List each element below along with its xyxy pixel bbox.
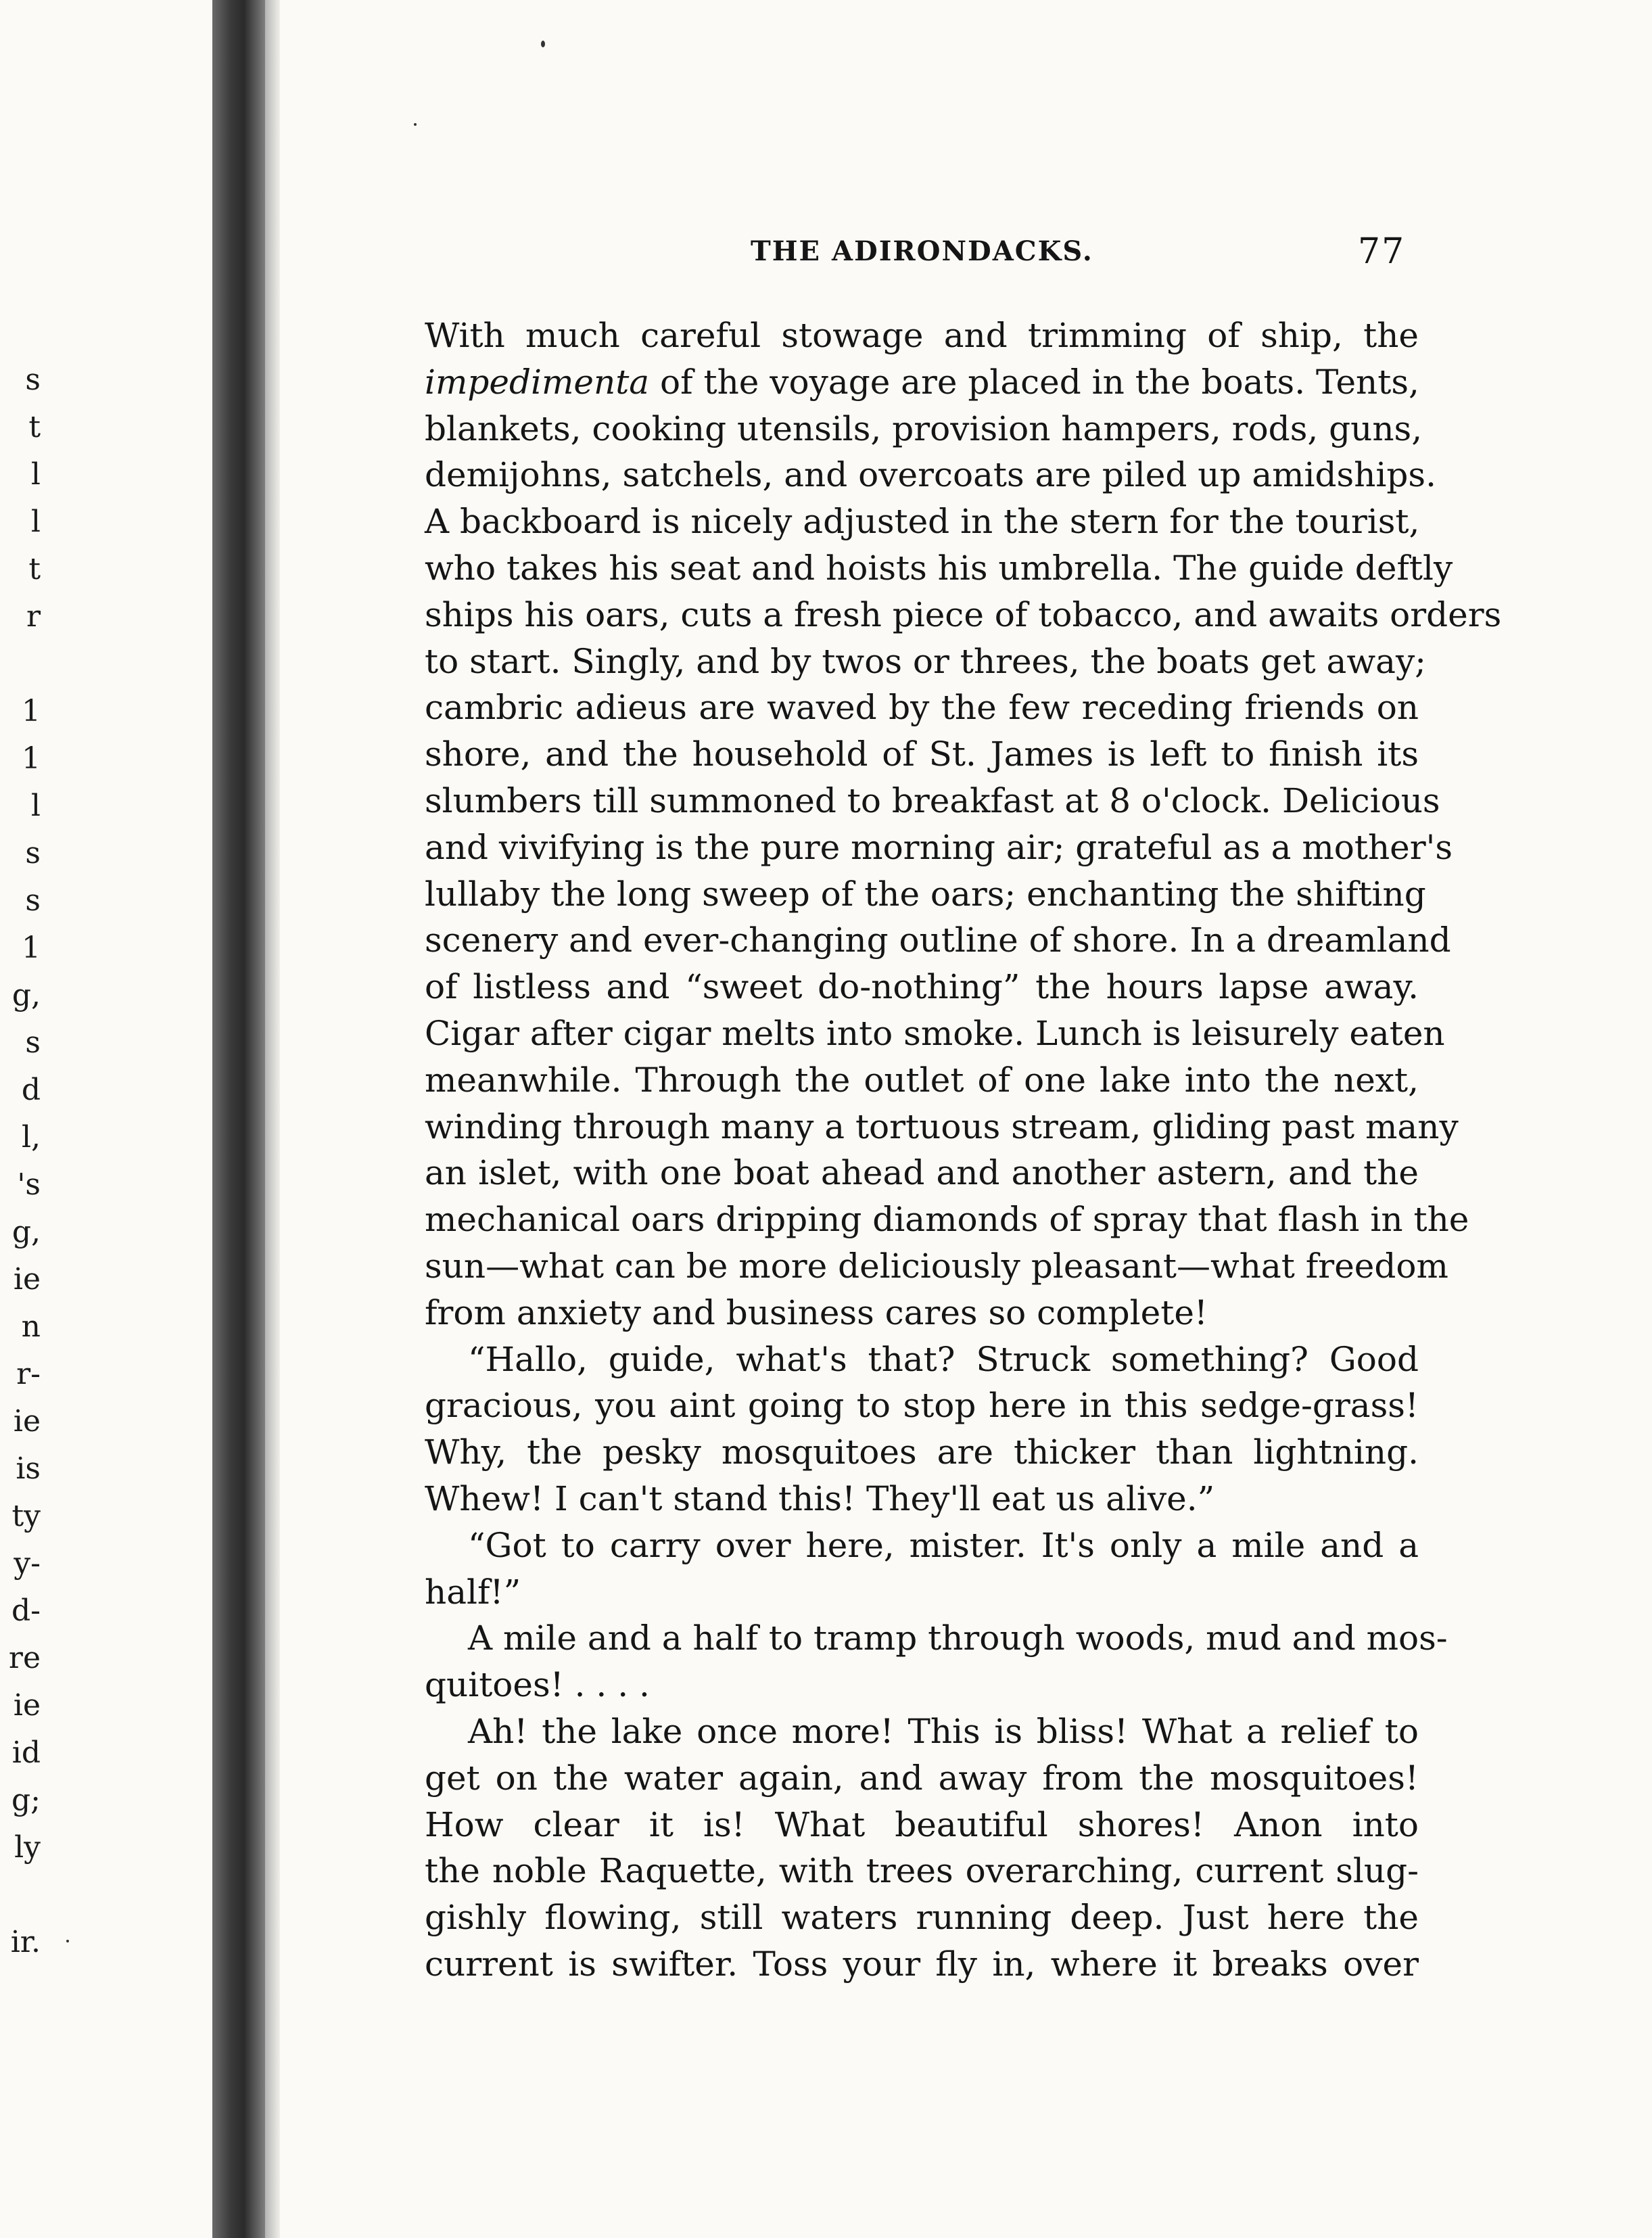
text-line: current is swifter. Toss your fly in, where it breaks over bbox=[425, 1944, 1419, 1984]
text-line: gishly flowing, still waters running deep. Just here the bbox=[425, 1898, 1419, 1938]
text-line: With much careful stowage and trimming of ship, the bbox=[425, 316, 1419, 355]
text-line: lullaby the long sweep of the oars; enchanting the shifting bbox=[425, 874, 1426, 914]
left-page-text-fragment: 's bbox=[17, 1167, 41, 1202]
running-title: THE ADIRONDACKS. bbox=[751, 235, 1093, 267]
text-line: Why, the pesky mosquitoes are thicker than lightning. bbox=[425, 1432, 1419, 1472]
text-line: Ah! the lake once more! This is bliss! What a relief to bbox=[468, 1711, 1419, 1751]
text-line: winding through many a tortuous stream, gliding past many bbox=[425, 1106, 1459, 1146]
left-page-text-fragment: s bbox=[25, 363, 41, 397]
left-page-text-fragment: id bbox=[11, 1735, 41, 1770]
text-line: “Hallo, guide, what's that? Struck something? Good bbox=[468, 1339, 1419, 1379]
text-line: A backboard is nicely adjusted in the stern for the tourist, bbox=[425, 502, 1420, 542]
left-page-text-fragment: t bbox=[28, 552, 41, 586]
text-line: an islet, with one boat ahead and another astern, and the bbox=[425, 1153, 1419, 1193]
left-page-text-fragment: g, bbox=[11, 978, 41, 1012]
text-line: half!” bbox=[425, 1572, 521, 1612]
text-line: to start. Singly, and by twos or threes, the boats get away; bbox=[425, 641, 1427, 681]
text-line: How clear it is! What beautiful shores! Anon into bbox=[425, 1804, 1419, 1844]
text-line: from anxiety and business cares so complete! bbox=[425, 1292, 1208, 1332]
text-line: impedimenta of the voyage are placed in the boats. Tents, bbox=[425, 362, 1419, 402]
left-page-text-fragment: r- bbox=[16, 1357, 41, 1391]
text-line: get on the water again, and away from the mosquitoes! bbox=[425, 1758, 1419, 1798]
left-page-text-fragment: t bbox=[28, 410, 41, 444]
text-line: blankets, cooking utensils, provision hampers, rods, guns, bbox=[425, 409, 1423, 448]
page-number: 77 bbox=[1358, 231, 1406, 272]
left-page-text-fragment: ty bbox=[11, 1499, 41, 1533]
text-line: sun—what can be more deliciously pleasant—what freedom bbox=[425, 1246, 1448, 1286]
left-page-text-fragment: ir. bbox=[10, 1925, 41, 1959]
text-line: and vivifying is the pure morning air; grateful as a mother's bbox=[425, 827, 1453, 867]
left-page-text-fragment: s bbox=[25, 883, 41, 918]
text-line: “Got to carry over here, mister. It's only a mile and a bbox=[468, 1525, 1419, 1565]
left-page-text-fragment: re bbox=[8, 1641, 41, 1675]
book-gutter bbox=[212, 0, 265, 2238]
left-page-text-fragment: l bbox=[30, 457, 41, 492]
text-line: who takes his seat and hoists his umbrella. The guide deftly bbox=[425, 548, 1453, 588]
left-page-text-fragment: y- bbox=[14, 1546, 41, 1581]
left-page-text-fragment: l, bbox=[21, 1120, 41, 1155]
left-page-text-fragment: d- bbox=[11, 1593, 41, 1628]
text-line: shore, and the household of St. James is left to finish its bbox=[425, 735, 1419, 774]
text-line: slumbers till summoned to breakfast at 8 o'clock. Delicious bbox=[425, 780, 1440, 820]
left-page-text-fragment: l bbox=[30, 789, 41, 823]
left-page-text-fragment: ie bbox=[13, 1688, 41, 1723]
left-page-text-fragment: 1 bbox=[22, 931, 41, 965]
left-page-text-fragment: ie bbox=[13, 1262, 41, 1297]
text-line: gracious, you aint going to stop here in this sedge-grass! bbox=[425, 1386, 1419, 1426]
text-line: ships his oars, cuts a fresh piece of tobacco, and awaits orders bbox=[425, 595, 1502, 634]
text-line: mechanical oars dripping diamonds of spray that flash in the bbox=[425, 1200, 1469, 1240]
text-line: demijohns, satchels, and overcoats are piled up amidships. bbox=[425, 455, 1436, 495]
print-speck bbox=[541, 41, 545, 47]
left-page-text-fragment: ly bbox=[14, 1830, 41, 1865]
text-line: Cigar after cigar melts into smoke. Lunch is leisurely eaten bbox=[425, 1013, 1445, 1053]
left-page-text-fragment: s bbox=[25, 1025, 41, 1060]
left-page-text-fragment: is bbox=[16, 1451, 41, 1486]
left-page-text-fragment: d bbox=[21, 1073, 41, 1107]
text-line: Whew! I can't stand this! They'll eat us alive.” bbox=[425, 1478, 1215, 1518]
text-line: of listless and “sweet do-nothing” the hours lapse away. bbox=[425, 967, 1419, 1007]
print-speck bbox=[66, 1940, 69, 1942]
body-text bbox=[425, 312, 1502, 1988]
left-page-text-fragment: s bbox=[25, 836, 41, 870]
text-line: quitoes! . . . . bbox=[425, 1665, 650, 1705]
text-line: meanwhile. Through the outlet of one lake into the next, bbox=[425, 1060, 1419, 1100]
text-line: A mile and a half to tramp through woods, mud and mos- bbox=[468, 1618, 1448, 1658]
text-line: the noble Raquette, with trees overarching, current slug- bbox=[425, 1851, 1419, 1891]
gutter-shadow bbox=[265, 0, 280, 2238]
left-page-text-fragment: g; bbox=[11, 1783, 41, 1817]
text-line: cambric adieus are waved by the few receding friends on bbox=[425, 688, 1419, 728]
left-page-text-fragment: g, bbox=[11, 1215, 41, 1249]
left-page-text-fragment: ie bbox=[13, 1404, 41, 1439]
text-line: scenery and ever-changing outline of shore. In a dreamland bbox=[425, 920, 1451, 960]
left-page-text-fragment: n bbox=[21, 1309, 41, 1344]
left-page-text-fragment: 1 bbox=[22, 694, 41, 728]
print-speck bbox=[414, 123, 417, 126]
left-page-text-fragment: r bbox=[26, 599, 41, 634]
left-page-edge bbox=[0, 0, 203, 2238]
left-page-text-fragment: l bbox=[30, 505, 41, 539]
left-page-text-fragment: 1 bbox=[22, 741, 41, 776]
